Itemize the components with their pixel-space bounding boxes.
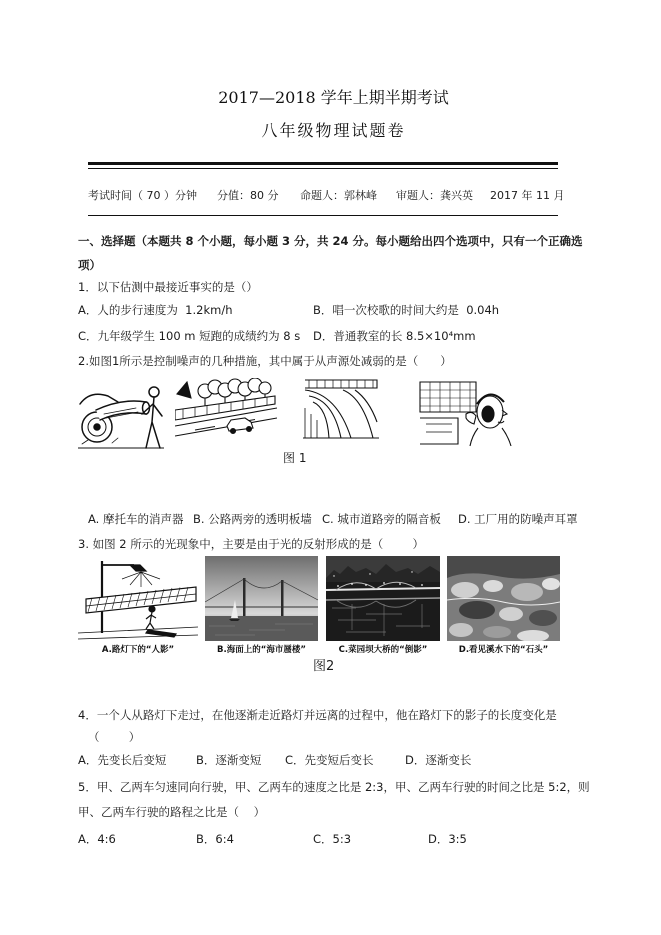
figure2b-label: B.海面上的“海市蜃楼” <box>217 645 306 655</box>
exam-title-line1: 2017—2018 学年上期半期考试 <box>218 88 449 107</box>
question-4-stem-line2: （ ） <box>88 730 141 744</box>
exam-reviewer: 审题人：龚兴英 <box>396 189 473 202</box>
figure1-motorcycle-muffler-illustration <box>78 380 164 452</box>
figure1-road-transparent-wall-illustration <box>175 378 277 438</box>
title-double-rule-thin <box>88 168 558 169</box>
exam-time: 考试时间（ 70 ）分钟 <box>88 189 197 202</box>
question-5-stem-line2: 甲、乙两车行驶的路程之比是（ ） <box>78 805 266 819</box>
question-5-stem-line1: 5．甲、乙两车匀速同向行驶，甲、乙两车的速度之比是 2:3，甲、乙两车行驶的时间之比是 5:2，则 <box>78 780 590 794</box>
figure2d-stream-rocks-photo <box>447 556 560 641</box>
question-5-option-a: A．4:6 <box>78 832 116 846</box>
question-3-stem: 3. 如图 2 所示的光现象中，主要是由于光的反射形成的是（ ） <box>78 537 424 551</box>
question-1-option-b: B．唱一次校歌的时间大约是 0.04h <box>313 303 500 317</box>
section-heading-line1: 一、选择题（本题共 8 个小题，每小题 3 分，共 24 分。每小题给出四个选项中，只有一个正确选 <box>78 234 583 248</box>
question-2-option-c: C. 城市道路旁的隔音板 <box>322 512 441 526</box>
question-5-option-d: D．3:5 <box>428 832 467 846</box>
figure2b-sea-mirage-photo <box>205 556 318 641</box>
question-4-stem-line1: 4．一个人从路灯下走过，在他逐渐走近路灯并远离的过程中，他在路灯下的影子的长度变化是 <box>78 708 557 722</box>
info-rule <box>88 215 558 216</box>
title-double-rule-thick <box>88 162 558 165</box>
question-2-stem: 2.如图1所示是控制噪声的几种措施，其中属于从声源处减弱的是（ ） <box>78 354 452 368</box>
question-4-option-c: C．先变短后变长 <box>285 753 374 767</box>
question-2-option-b: B. 公路两旁的透明板墙 <box>193 512 312 526</box>
question-5-option-c: C．5:3 <box>313 832 352 846</box>
question-5-option-b: B．6:4 <box>196 832 234 846</box>
question-1-option-a: A．人的步行速度为 1.2km/h <box>78 303 233 317</box>
section-heading-line2: 项） <box>78 258 101 272</box>
figure2a-label: A.路灯下的“人影” <box>101 645 175 655</box>
question-2-option-d: D. 工厂用的防噪声耳罩 <box>458 512 578 526</box>
figure1-earmuff-illustration <box>418 378 513 448</box>
figure2a-streetlight-shadow-illustration <box>78 557 198 641</box>
figure1-city-road-barrier-illustration <box>303 378 379 440</box>
question-2-option-a: A. 摩托车的消声器 <box>88 512 184 526</box>
question-4-option-b: B．逐渐变短 <box>196 753 262 767</box>
figure1-caption: 图 1 <box>283 451 307 465</box>
figure2c-label: C.菜园坝大桥的“倒影” <box>338 645 428 655</box>
exam-score: 分值：80 分 <box>217 189 279 202</box>
question-1-stem: 1．以下估测中最接近事实的是（） <box>78 280 258 294</box>
question-4-option-d: D．逐渐变长 <box>405 753 472 767</box>
question-1-option-d: D．普通教室的长 8.5×10⁴mm <box>313 329 476 343</box>
question-4-option-a: A．先变长后变短 <box>78 753 167 767</box>
exam-date: 2017 年 11 月 <box>490 189 565 202</box>
figure2c-bridge-reflection-photo <box>326 556 440 641</box>
exam-author: 命题人：郭林峰 <box>300 189 377 202</box>
question-1-option-c: C．九年级学生 100 m 短跑的成绩约为 8 s <box>78 329 301 343</box>
exam-title-line2: 八年级物理试题卷 <box>261 121 406 140</box>
figure2d-label: D.看见溪水下的“石头” <box>458 645 549 655</box>
figure2-caption: 图2 <box>313 659 335 674</box>
